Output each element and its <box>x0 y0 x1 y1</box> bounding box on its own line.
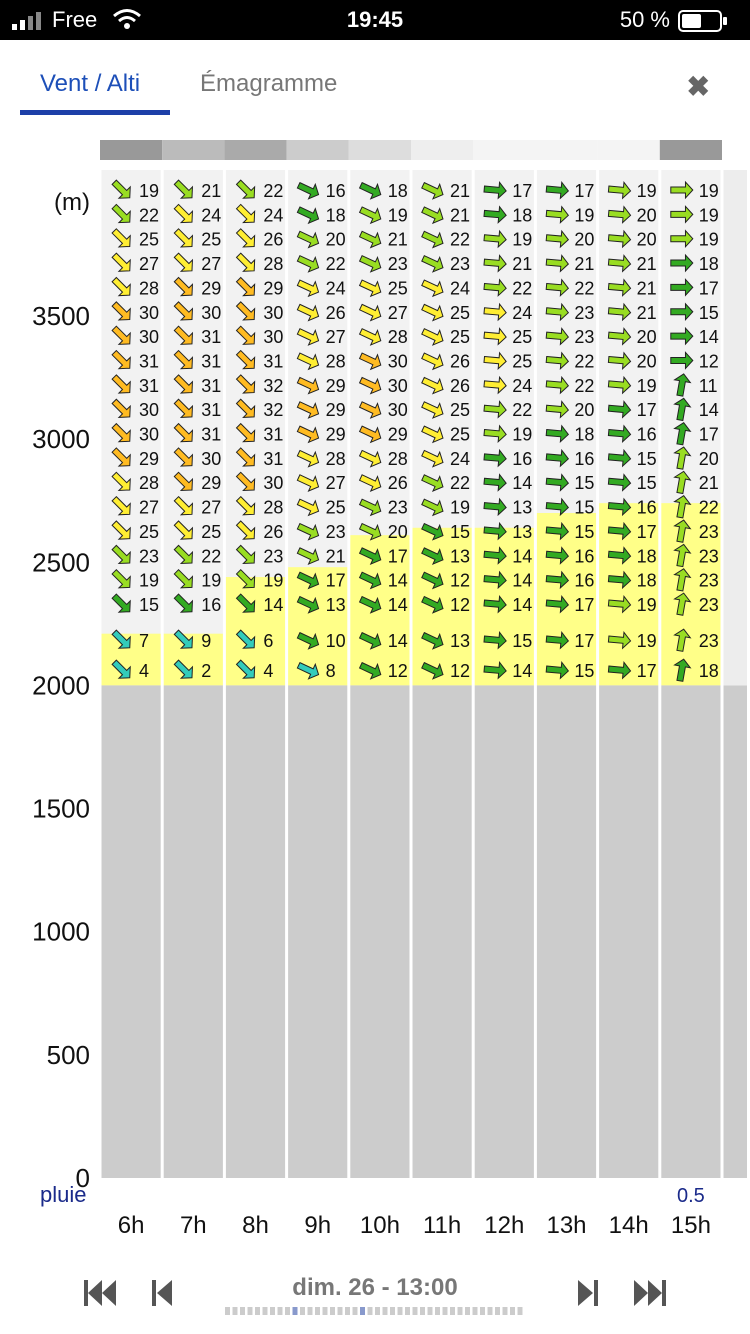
battery-icon <box>678 10 728 32</box>
wind-speed-label: 19 <box>139 570 160 591</box>
wind-speed-label: 15 <box>574 661 595 681</box>
wind-speed-label: 10 <box>325 631 346 651</box>
wind-speed-label: 14 <box>263 594 284 615</box>
cloud-cover-cell <box>100 140 162 160</box>
wind-speed-label: 19 <box>698 229 719 250</box>
wind-speed-label: 19 <box>263 570 284 591</box>
wind-speed-label: 28 <box>387 327 408 348</box>
cloud-cover-cell <box>224 140 286 160</box>
y-axis-tick-label: 3000 <box>32 424 90 455</box>
wind-speed-label: 19 <box>574 205 595 226</box>
wind-speed-label: 23 <box>139 546 160 567</box>
wind-speed-label: 24 <box>512 302 533 323</box>
wind-speed-label: 19 <box>387 205 408 226</box>
wind-speed-label: 16 <box>574 546 595 567</box>
wind-speed-label: 26 <box>263 521 284 542</box>
wind-speed-label: 22 <box>574 278 595 299</box>
wind-speed-label: 30 <box>201 448 222 469</box>
cloud-cover-cell <box>598 140 660 160</box>
timeline-tick <box>473 1307 478 1315</box>
wind-speed-label: 17 <box>574 594 595 615</box>
wind-speed-label: 21 <box>636 302 657 323</box>
wind-speed-label: 4 <box>263 661 274 681</box>
wind-speed-label: 4 <box>139 661 150 681</box>
wind-speed-label: 27 <box>139 254 160 275</box>
cloud-cover-cell <box>660 140 722 160</box>
precip-value: 0.5 <box>676 1185 705 1207</box>
wind-speed-label: 30 <box>201 302 222 323</box>
wind-speed-label: 28 <box>263 254 284 275</box>
timeline-tick <box>398 1307 403 1315</box>
cloud-cover-cell <box>287 140 349 160</box>
wind-speed-label: 31 <box>263 351 284 372</box>
wind-speed-label: 30 <box>387 351 408 372</box>
wind-speed-label: 30 <box>263 302 284 323</box>
active-tab-indicator <box>20 110 170 115</box>
wind-speed-label: 30 <box>139 400 160 421</box>
timeline-tick <box>330 1307 335 1315</box>
timeline-tick <box>323 1307 328 1315</box>
wind-speed-label: 18 <box>512 205 533 226</box>
timeline-tick <box>488 1307 493 1315</box>
wind-speed-label: 30 <box>139 424 160 445</box>
timeline-tick <box>510 1307 515 1315</box>
wind-speed-label: 15 <box>574 521 595 542</box>
wind-speed-label: 27 <box>387 302 408 323</box>
wind-speed-label: 19 <box>139 181 160 201</box>
wind-speed-label: 17 <box>574 181 595 201</box>
wind-speed-label: 24 <box>450 448 471 469</box>
wind-speed-label: 17 <box>636 521 657 542</box>
timeline-tick <box>383 1307 388 1315</box>
wind-speed-label: 31 <box>139 351 160 372</box>
wind-speed-label: 14 <box>698 327 719 348</box>
wind-speed-label: 25 <box>387 278 408 299</box>
wind-speed-label: 15 <box>636 473 657 494</box>
timeline-tick <box>270 1307 275 1315</box>
wind-speed-label: 31 <box>201 375 222 396</box>
timeline-tick <box>285 1307 290 1315</box>
wind-speed-label: 14 <box>512 570 533 591</box>
wind-speed-label: 16 <box>574 448 595 469</box>
timeline-tick <box>315 1307 320 1315</box>
wind-speed-label: 21 <box>636 278 657 299</box>
cloud-cover-cell <box>535 140 597 160</box>
wind-speed-label: 22 <box>139 205 160 226</box>
wind-speed-label: 18 <box>574 424 595 445</box>
wind-speed-label: 13 <box>325 594 346 615</box>
wind-speed-label: 30 <box>387 400 408 421</box>
wind-speed-label: 17 <box>698 424 719 445</box>
y-axis-tick-label: 0 <box>75 1163 90 1193</box>
wind-speed-label: 22 <box>512 278 533 299</box>
cloud-cover-cell <box>349 140 411 160</box>
wind-speed-label: 19 <box>636 375 657 396</box>
hour-label: 7h <box>179 1212 207 1239</box>
wind-speed-label: 15 <box>574 473 595 494</box>
timeline-tick <box>435 1307 440 1315</box>
wind-speed-label: 29 <box>325 424 346 445</box>
wind-speed-label: 21 <box>698 473 719 494</box>
timeline-tick <box>518 1307 523 1315</box>
wind-altitude-chart <box>0 130 750 1260</box>
y-axis-tick-label: 2000 <box>32 670 90 701</box>
timeline-tick <box>338 1307 343 1315</box>
wind-speed-label: 29 <box>387 424 408 445</box>
wind-speed-label: 13 <box>450 631 471 651</box>
wind-speed-label: 29 <box>201 278 222 299</box>
timeline-tick <box>465 1307 470 1315</box>
wind-speed-label: 17 <box>325 570 346 591</box>
timeline-tick <box>450 1307 455 1315</box>
wind-speed-label: 31 <box>201 424 222 445</box>
wind-speed-label: 25 <box>512 351 533 372</box>
wind-speed-label: 19 <box>512 424 533 445</box>
wind-speed-label: 19 <box>636 631 657 651</box>
skip-last-icon[interactable] <box>632 1276 668 1310</box>
wind-speed-label: 29 <box>325 400 346 421</box>
wind-speed-label: 23 <box>574 327 595 348</box>
thermal-layer <box>100 634 162 686</box>
wind-speed-label: 14 <box>387 631 408 651</box>
timeline-tick <box>368 1307 373 1315</box>
timeline-tick <box>420 1307 425 1315</box>
hour-label: 11h <box>422 1212 462 1239</box>
wind-speed-label: 21 <box>201 181 222 201</box>
timeline-tick <box>503 1307 508 1315</box>
battery-percent: 50 % <box>619 7 670 32</box>
wind-speed-label: 25 <box>325 497 346 518</box>
tab-vent-alti[interactable]: Vent / Alti <box>40 70 141 97</box>
time-controls <box>0 1260 750 1334</box>
wind-speed-label: 22 <box>698 497 719 518</box>
timeline-tick <box>360 1307 365 1315</box>
cloud-cover-cell <box>411 140 473 160</box>
wind-speed-label: 22 <box>574 375 595 396</box>
wind-speed-label: 22 <box>574 351 595 372</box>
wind-speed-label: 28 <box>325 448 346 469</box>
wind-speed-label: 23 <box>698 546 719 567</box>
wind-speed-label: 22 <box>512 400 533 421</box>
wind-speed-label: 25 <box>201 229 222 250</box>
wind-speed-label: 32 <box>263 400 284 421</box>
thermal-layer <box>162 634 224 686</box>
timeline-tick <box>345 1307 350 1315</box>
wind-speed-label: 14 <box>387 570 408 591</box>
wind-speed-label: 22 <box>450 473 471 494</box>
wind-speed-label: 12 <box>450 594 471 615</box>
y-axis-tick-label: 1000 <box>32 916 90 947</box>
wind-speed-label: 17 <box>574 631 595 651</box>
wind-speed-label: 20 <box>636 327 657 348</box>
wind-speed-label: 14 <box>512 661 533 681</box>
wind-speed-label: 31 <box>201 327 222 348</box>
wind-speed-label: 29 <box>139 448 160 469</box>
wind-speed-label: 17 <box>636 661 657 681</box>
wind-speed-label: 16 <box>574 570 595 591</box>
wind-speed-label: 27 <box>201 254 222 275</box>
timeline-tick <box>233 1307 238 1315</box>
wind-speed-label: 14 <box>512 546 533 567</box>
wind-speed-label: 26 <box>450 375 471 396</box>
timeline-tick <box>308 1307 313 1315</box>
wind-speed-label: 19 <box>698 205 719 226</box>
wind-speed-label: 18 <box>698 661 719 681</box>
wind-speed-label: 17 <box>698 278 719 299</box>
wind-speed-label: 20 <box>636 351 657 372</box>
timeline-tick <box>458 1307 463 1315</box>
wind-speed-label: 23 <box>387 254 408 275</box>
hour-label: 14h <box>608 1212 649 1239</box>
wind-speed-label: 25 <box>450 424 471 445</box>
wind-speed-label: 27 <box>325 473 346 494</box>
wind-speed-label: 20 <box>387 521 408 542</box>
y-axis-unit: (m) <box>54 189 90 216</box>
wind-speed-label: 24 <box>263 205 284 226</box>
y-axis-tick-label: 3500 <box>32 300 90 331</box>
timeline-tick <box>413 1307 418 1315</box>
wind-speed-label: 25 <box>139 229 160 250</box>
timeline-tick <box>405 1307 410 1315</box>
wind-speed-label: 20 <box>325 229 346 250</box>
wind-speed-label: 32 <box>263 375 284 396</box>
wind-speed-label: 26 <box>450 351 471 372</box>
wind-speed-label: 19 <box>450 497 471 518</box>
wind-speed-label: 11 <box>698 375 718 396</box>
wind-speed-label: 2 <box>201 661 212 681</box>
timeline-tick <box>225 1307 230 1315</box>
wind-speed-label: 28 <box>139 278 160 299</box>
wind-speed-label: 20 <box>636 229 657 250</box>
timeline-tick <box>278 1307 283 1315</box>
wind-speed-label: 12 <box>450 570 471 591</box>
wind-speed-label: 13 <box>450 546 471 567</box>
wind-speed-label: 31 <box>263 448 284 469</box>
wind-speed-label: 28 <box>263 497 284 518</box>
wind-speed-label: 23 <box>574 302 595 323</box>
timeline-tick <box>495 1307 500 1315</box>
wind-speed-label: 22 <box>263 181 284 201</box>
wind-speed-label: 30 <box>263 327 284 348</box>
wind-speed-label: 31 <box>139 375 160 396</box>
wind-speed-label: 25 <box>139 521 160 542</box>
wind-speed-label: 16 <box>325 181 346 201</box>
wind-speed-label: 21 <box>636 254 657 275</box>
wind-speed-label: 23 <box>698 521 719 542</box>
close-icon[interactable]: ✖ <box>686 71 710 102</box>
wind-speed-label: 26 <box>263 229 284 250</box>
wind-speed-label: 23 <box>263 546 284 567</box>
wind-speed-label: 22 <box>325 254 346 275</box>
wind-speed-label: 25 <box>450 327 471 348</box>
wind-speed-label: 18 <box>387 181 408 201</box>
tab-emagramme[interactable]: Émagramme <box>200 70 338 97</box>
wind-speed-label: 19 <box>698 181 719 201</box>
wind-speed-label: 25 <box>512 327 533 348</box>
wind-speed-label: 17 <box>636 400 657 421</box>
hour-label: 13h <box>546 1212 587 1239</box>
hour-label: 8h <box>242 1212 269 1239</box>
wind-speed-label: 24 <box>450 278 471 299</box>
wind-speed-label: 19 <box>636 181 657 201</box>
wind-speed-label: 20 <box>574 400 595 421</box>
wind-speed-label: 15 <box>574 497 595 518</box>
hour-label: 10h <box>359 1212 400 1239</box>
wind-speed-label: 19 <box>636 594 657 615</box>
wind-speed-label: 28 <box>387 448 408 469</box>
wind-speed-label: 29 <box>201 473 222 494</box>
wind-speed-label: 26 <box>325 302 346 323</box>
wind-speed-label: 21 <box>512 254 533 275</box>
wind-speed-label: 21 <box>387 229 408 250</box>
current-date-label: dim. 26 - 13:00 <box>292 1274 458 1301</box>
timeline-tick <box>480 1307 485 1315</box>
wind-speed-label: 9 <box>201 631 212 651</box>
timeline-tick <box>443 1307 448 1315</box>
wind-speed-label: 24 <box>512 375 533 396</box>
timeline-tick <box>375 1307 380 1315</box>
wind-speed-label: 14 <box>387 594 408 615</box>
timeline-tick <box>353 1307 358 1315</box>
wind-speed-label: 24 <box>201 205 222 226</box>
wind-speed-label: 19 <box>512 229 533 250</box>
wind-speed-label: 13 <box>512 521 533 542</box>
wind-speed-label: 20 <box>574 229 595 250</box>
wind-speed-label: 12 <box>450 661 471 681</box>
wind-speed-label: 17 <box>512 181 533 201</box>
wind-speed-label: 28 <box>325 351 346 372</box>
timeline-tick <box>255 1307 260 1315</box>
timeline-scrubber[interactable] <box>225 1307 525 1315</box>
wind-speed-label: 23 <box>387 497 408 518</box>
wind-speed-label: 15 <box>450 521 471 542</box>
y-axis-tick-label: 1500 <box>32 793 90 824</box>
wind-speed-label: 23 <box>325 521 346 542</box>
timeline-tick <box>428 1307 433 1315</box>
y-axis-tick-label: 500 <box>46 1039 90 1070</box>
wind-speed-label: 31 <box>263 424 284 445</box>
terrain-block <box>100 685 747 1178</box>
y-axis-tick-label: 2500 <box>32 547 90 578</box>
wind-speed-label: 30 <box>139 327 160 348</box>
timeline-tick <box>390 1307 395 1315</box>
status-bar <box>0 0 750 40</box>
wind-speed-label: 21 <box>574 254 595 275</box>
wind-speed-label: 18 <box>636 546 657 567</box>
hour-label: 6h <box>117 1212 145 1239</box>
wind-speed-label: 27 <box>139 497 160 518</box>
wind-speed-label: 18 <box>325 205 346 226</box>
wind-speed-label: 28 <box>139 473 160 494</box>
wind-speed-label: 21 <box>450 205 471 226</box>
wind-speed-label: 21 <box>450 181 471 201</box>
wind-speed-label: 15 <box>139 594 160 615</box>
wind-speed-label: 7 <box>139 631 150 651</box>
wind-speed-label: 29 <box>263 278 284 299</box>
carrier-label: Free <box>52 7 98 32</box>
wind-speed-label: 26 <box>387 473 408 494</box>
timeline-tick <box>240 1307 245 1315</box>
timeline-tick <box>293 1307 298 1315</box>
wind-speed-label: 25 <box>201 521 222 542</box>
wind-speed-label: 14 <box>512 594 533 615</box>
wind-speed-label: 23 <box>698 594 719 615</box>
wind-speed-label: 31 <box>201 351 222 372</box>
wind-speed-label: 12 <box>698 351 719 372</box>
wind-speed-label: 24 <box>325 278 346 299</box>
wind-speed-label: 27 <box>325 327 346 348</box>
wind-speed-label: 25 <box>450 400 471 421</box>
wind-speed-label: 27 <box>201 497 222 518</box>
wind-speed-label: 23 <box>450 254 471 275</box>
cloud-cover-cell <box>162 140 224 160</box>
wind-speed-label: 15 <box>698 302 719 323</box>
wind-speed-label: 22 <box>201 546 222 567</box>
clock: 19:45 <box>346 7 404 32</box>
wind-speed-label: 15 <box>636 448 657 469</box>
thermal-layer <box>224 577 286 685</box>
wind-speed-label: 29 <box>325 375 346 396</box>
wind-speed-label: 22 <box>450 229 471 250</box>
wind-speed-label: 6 <box>263 631 274 651</box>
hour-label: 9h <box>304 1212 332 1239</box>
timeline-tick <box>300 1307 305 1315</box>
wind-speed-label: 19 <box>201 570 222 591</box>
timeline-tick <box>248 1307 253 1315</box>
timeline-tick <box>263 1307 268 1315</box>
wind-speed-label: 18 <box>636 570 657 591</box>
wind-speed-label: 15 <box>512 631 533 651</box>
wind-speed-label: 25 <box>450 302 471 323</box>
wind-speed-label: 16 <box>636 424 657 445</box>
step-forward-icon[interactable] <box>574 1276 600 1310</box>
chart-right-edge <box>722 170 747 685</box>
wind-speed-label: 13 <box>512 497 533 518</box>
wind-speed-label: 8 <box>325 661 336 681</box>
wind-speed-label: 23 <box>698 631 719 651</box>
hour-label: 12h <box>484 1212 525 1239</box>
wind-speed-label: 20 <box>698 448 719 469</box>
wind-speed-label: 17 <box>387 546 408 567</box>
wind-speed-label: 16 <box>636 497 657 518</box>
hour-label: 15h <box>670 1212 711 1239</box>
wind-speed-label: 30 <box>263 473 284 494</box>
wind-speed-label: 16 <box>201 594 222 615</box>
wind-speed-label: 12 <box>387 661 408 681</box>
wind-speed-label: 30 <box>139 302 160 323</box>
wind-speed-label: 16 <box>512 448 533 469</box>
wind-speed-label: 30 <box>387 375 408 396</box>
wind-speed-label: 14 <box>698 400 719 421</box>
wind-speed-label: 20 <box>636 205 657 226</box>
precip-row-label: pluie <box>40 1182 87 1207</box>
cloud-cover-cell <box>473 140 535 160</box>
wind-speed-label: 31 <box>201 400 222 421</box>
tab-bar <box>0 40 750 130</box>
wind-speed-label: 21 <box>325 546 346 567</box>
wind-speed-label: 23 <box>698 570 719 591</box>
wind-speed-label: 14 <box>512 473 533 494</box>
wind-speed-label: 18 <box>698 254 719 275</box>
